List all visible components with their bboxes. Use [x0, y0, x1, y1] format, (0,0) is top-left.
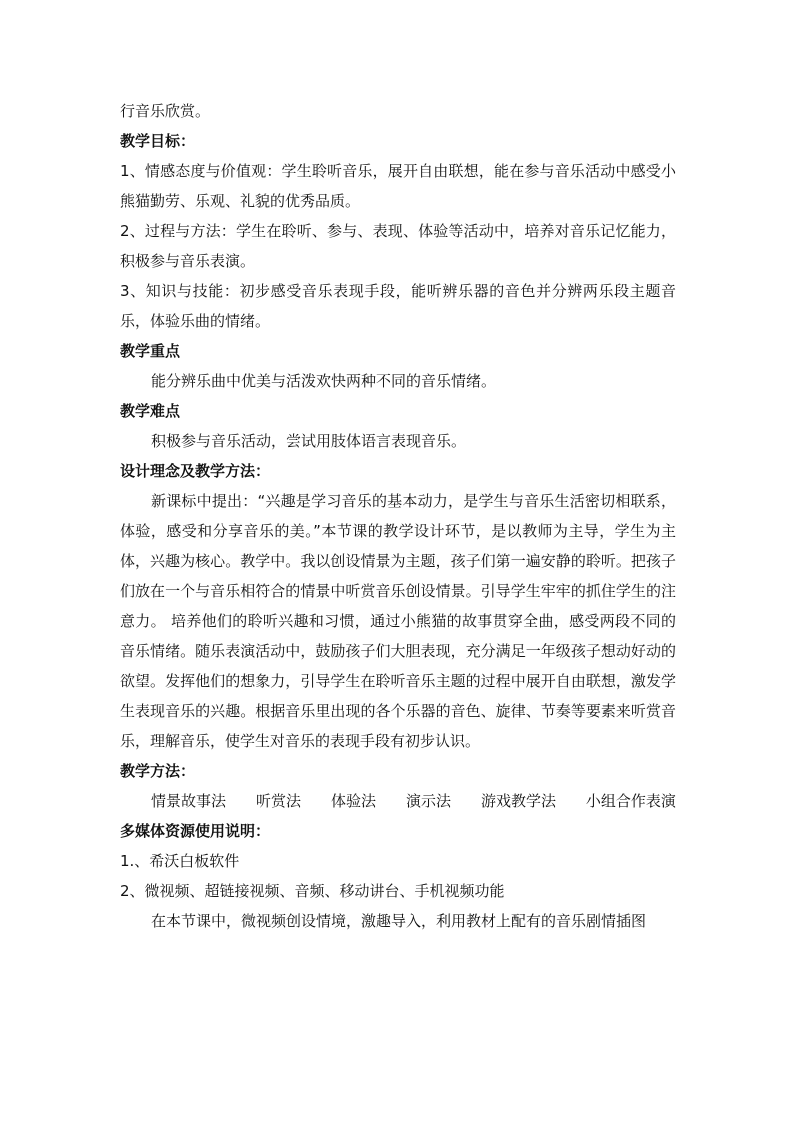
multimedia-item-2: 2、微视频、超链接视频、音频、移动讲台、手机视频功能	[120, 882, 505, 900]
multimedia-item-1: 1.、希沃白板软件	[120, 852, 240, 870]
design-heading: 设计理念及教学方法：	[120, 462, 271, 480]
design-paragraph: 新课标中提出：“兴趣是学习音乐的基本动力，是学生与音乐生活密切相联系，体验，感受和分享音乐的美。”本节课的教学设计环节，是以教师为主导，学生为主体，兴趣为核心。教学中。我以创设情景为主题，孩子们第一遍安静的聆听。把孩子们放在一个与音乐相符合的情景中听赏音乐创设情景。引导学生牢牢的抓住学生的注意力。 培养他们的聆听兴趣和习惯，通过小熊猫的故事贯穿全曲，感受两段不同的音乐情绪。随乐表演活动中，鼓励孩子们大胆表现，充分满足一年级孩子想动好动的欲望。发挥他们的想象力，引导学生在聆听音乐主题的过程中展开自由联想，激发学生表现音乐的兴趣。根据音乐里出现的各个乐器的音色、旋律、节奏等要素来听赏音乐，理解音乐，使学生对音乐的表现手段有初步认识。	[120, 492, 676, 750]
goal-item-2: 2、过程与方法：学生在聆听、参与、表现、体验等活动中，培养对音乐记忆能力，积极参与音乐表演。	[120, 222, 676, 270]
methods-heading: 教学方法：	[120, 762, 196, 780]
key-point-heading: 教学重点	[120, 342, 181, 360]
key-point-text: 能分辨乐曲中优美与活泼欢快两种不同的音乐情绪。	[151, 372, 497, 390]
method-item: 听赏法	[255, 792, 301, 810]
multimedia-heading: 多媒体资源使用说明：	[120, 822, 271, 840]
goals-heading: 教学目标：	[120, 132, 196, 150]
continuation-text: 行音乐欣赏。	[120, 102, 211, 120]
difficulty-text: 积极参与音乐活动，尝试用肢体语言表现音乐。	[151, 432, 467, 450]
methods-list	[120, 786, 676, 816]
method-item: 小组合作表演	[585, 792, 676, 810]
method-item: 情景故事法	[151, 792, 227, 810]
difficulty-heading: 教学难点	[120, 402, 181, 420]
goal-item-3: 3、知识与技能：初步感受音乐表现手段，能听辨乐器的音色并分辨两乐段主题音乐，体验乐曲的情绪。	[120, 282, 676, 330]
method-item: 演示法	[405, 792, 451, 810]
method-item: 体验法	[330, 792, 376, 810]
document-body	[120, 96, 676, 936]
goal-item-1: 1、情感态度与价值观：学生聆听音乐，展开自由联想，能在参与音乐活动中感受小熊猫勤劳、乐观、礼貌的优秀品质。	[120, 162, 676, 210]
multimedia-paragraph: 在本节课中，微视频创设情境，激趣导入，利用教材上配有的音乐剧情插图	[151, 912, 647, 930]
method-item: 游戏教学法	[480, 792, 556, 810]
